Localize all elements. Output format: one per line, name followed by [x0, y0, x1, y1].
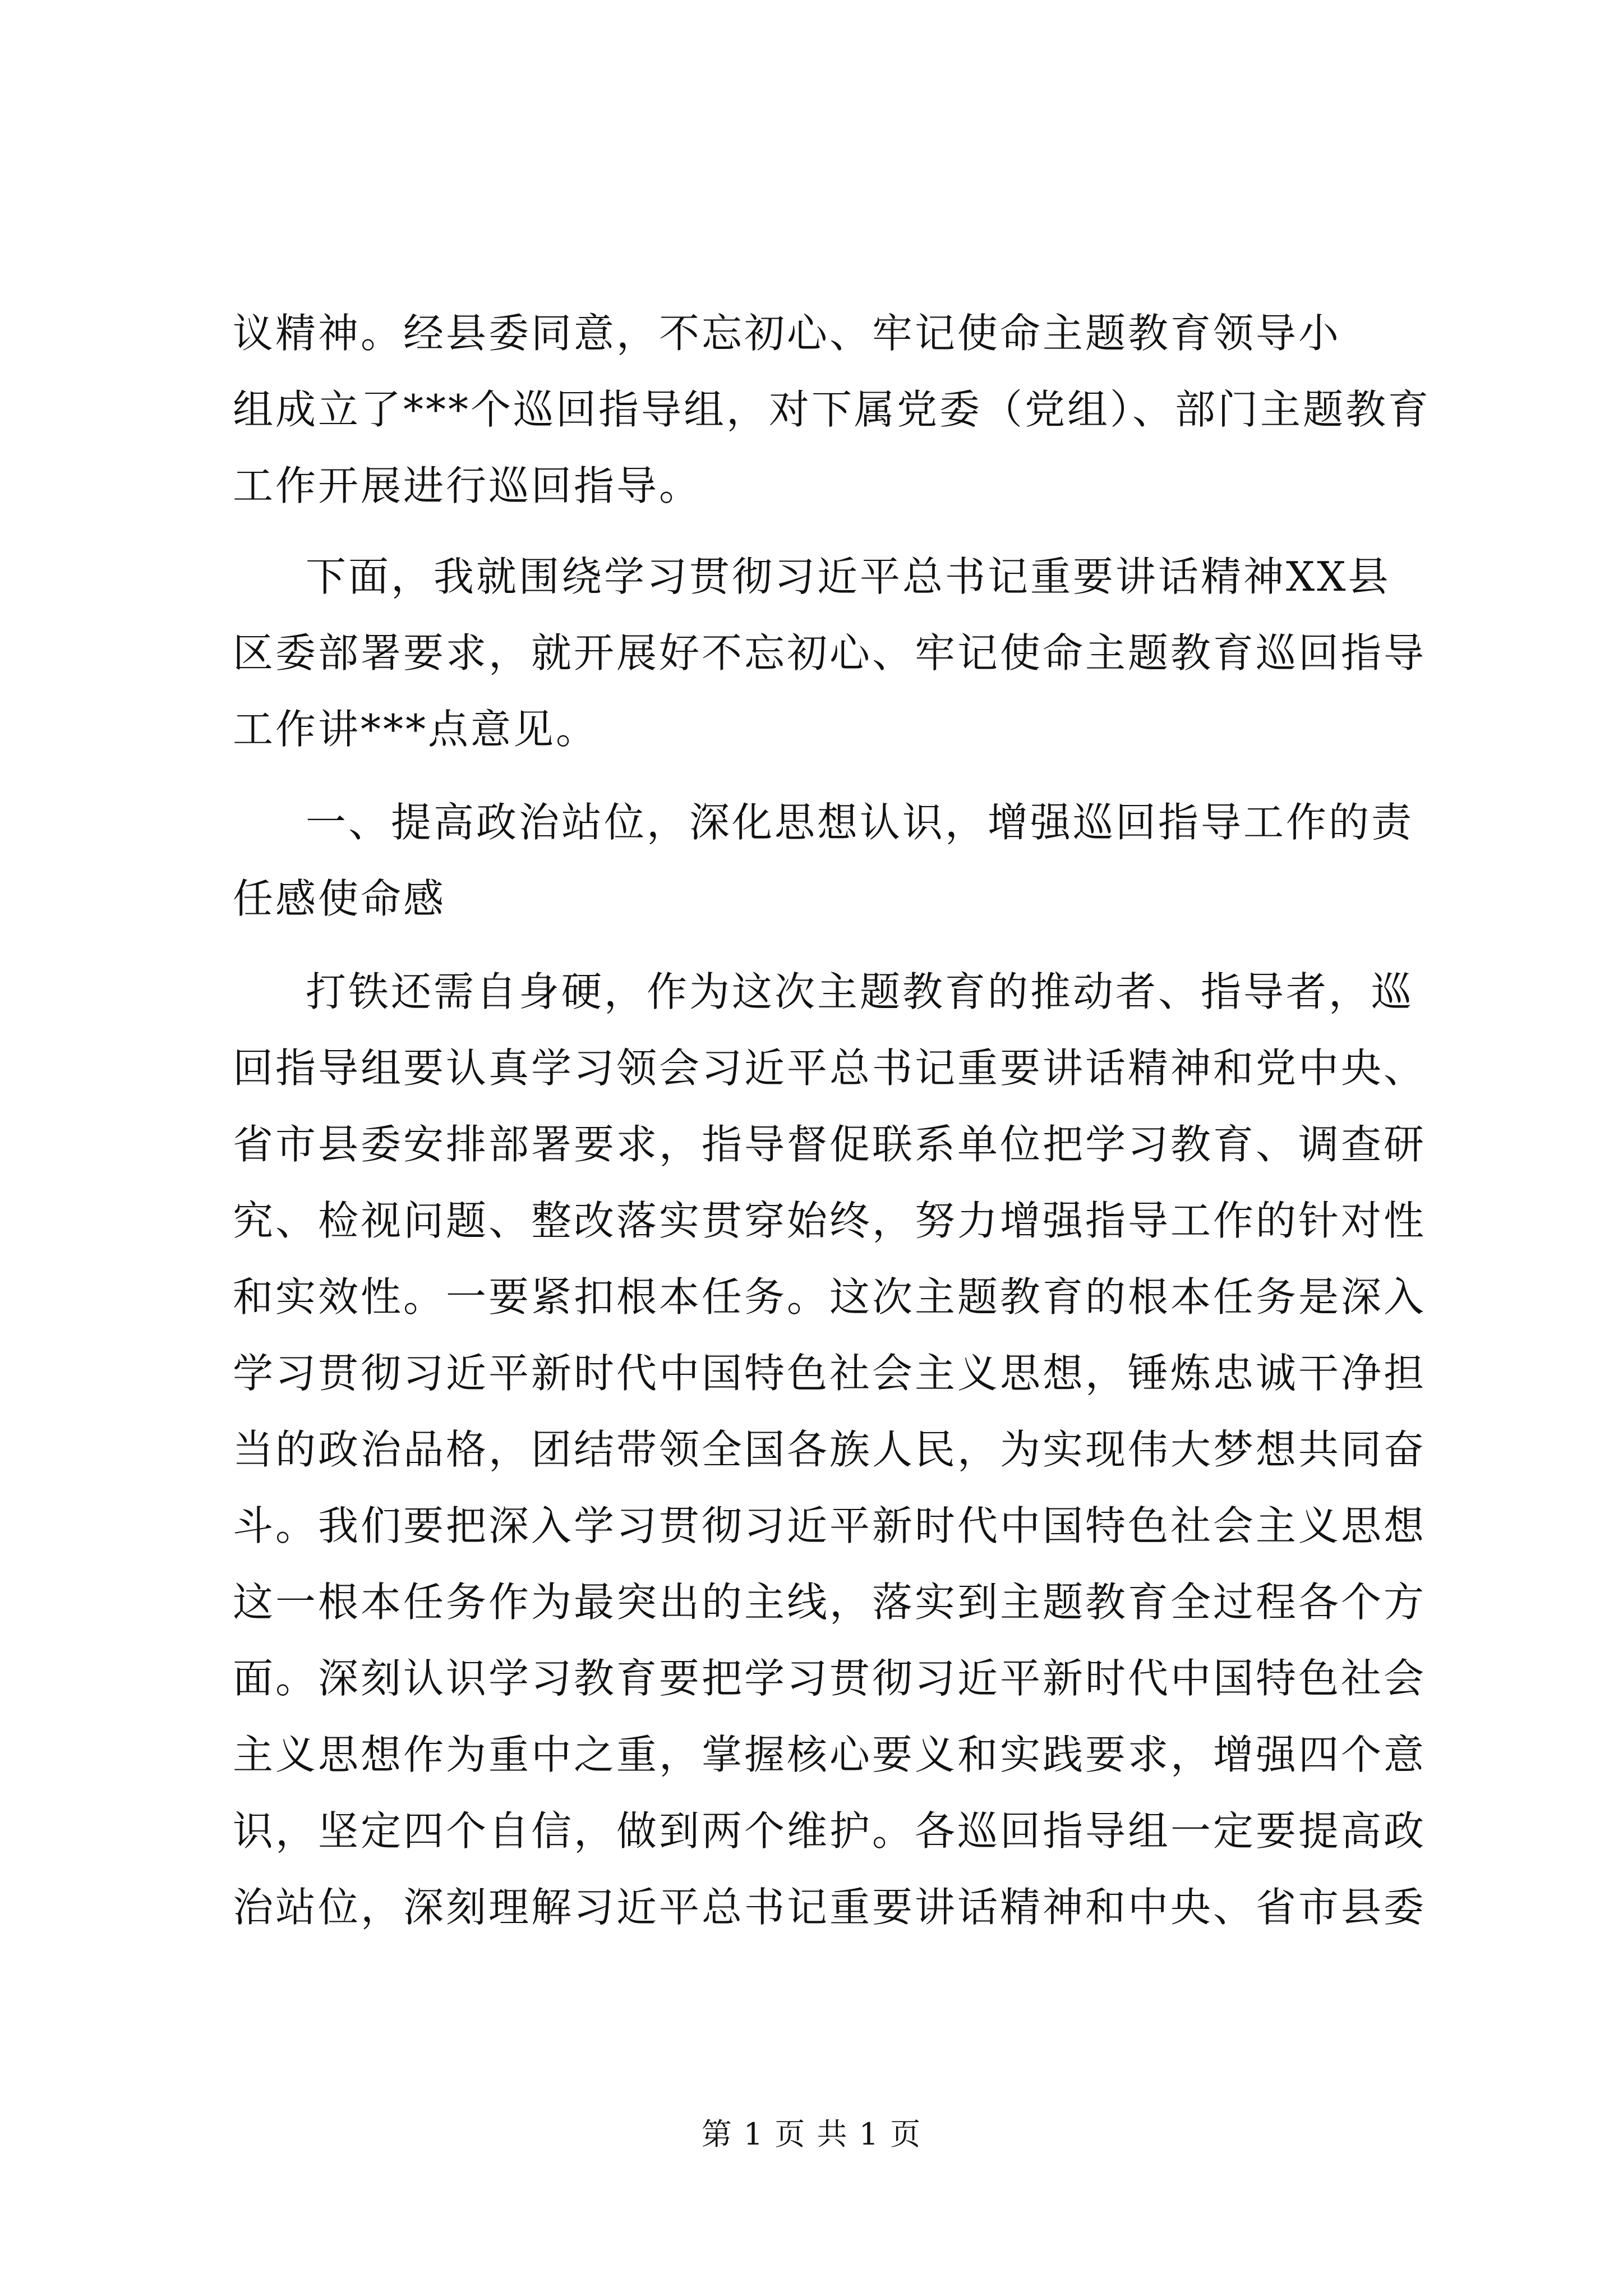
- text-line: 区委部署要求，就开展好不忘初心、牢记使命主题教育巡回指导: [233, 629, 1427, 677]
- section-heading: 一、提高政治站位，深化思想认识，增强巡回指导工作的责: [306, 799, 1414, 846]
- text-line: 究、检视问题、整改落实贯穿始终，努力增强指导工作的针对性: [233, 1197, 1427, 1244]
- text-line: 组成立了***个巡回指导组，对下属党委（党组）、部门主题教育: [233, 386, 1431, 433]
- text-line: 面。深刻认识学习教育要把学习贯彻习近平新时代中国特色社会: [233, 1655, 1427, 1702]
- text-line: 回指导组要认真学习领会习近平总书记重要讲话精神和党中央、: [233, 1045, 1427, 1092]
- text-line: 和实效性。一要紧扣根本任务。这次主题教育的根本任务是深入: [233, 1273, 1427, 1320]
- text-line: 省市县委安排部署要求，指导督促联系单位把学习教育、调查研: [233, 1121, 1427, 1168]
- text-line: 打铁还需自身硬，作为这次主题教育的推动者、指导者，巡: [306, 968, 1414, 1015]
- text-line: 治站位，深刻理解习近平总书记重要讲话精神和中央、省市县委: [233, 1884, 1427, 1931]
- text-line: 学习贯彻习近平新时代中国特色社会主义思想，锤炼忠诚干净担: [233, 1350, 1427, 1397]
- text-line: 主义思想作为重中之重，掌握核心要义和实践要求，增强四个意: [233, 1731, 1427, 1778]
- text-line: 工作讲***点意见。: [233, 706, 599, 753]
- page-number-footer: 第 1 页 共 1 页: [701, 2116, 922, 2152]
- text-line: 议精神。经县委同意，不忘初心、牢记使命主题教育领导小: [233, 310, 1341, 357]
- section-heading: 任感使命感: [233, 875, 446, 922]
- text-line: 斗。我们要把深入学习贯彻习近平新时代中国特色社会主义思想: [233, 1502, 1427, 1549]
- text-line: 识，坚定四个自信，做到两个维护。各巡回指导组一定要提高政: [233, 1807, 1427, 1855]
- text-line: 工作开展进行巡回指导。: [233, 462, 702, 509]
- text-line: 下面，我就围绕学习贯彻习近平总书记重要讲话精神XX县: [306, 553, 1391, 600]
- text-line: 这一根本任务作为最突出的主线，落实到主题教育全过程各个方: [233, 1579, 1427, 1626]
- text-line: 当的政治品格，团结带领全国各族人民，为实现伟大梦想共同奋: [233, 1426, 1427, 1473]
